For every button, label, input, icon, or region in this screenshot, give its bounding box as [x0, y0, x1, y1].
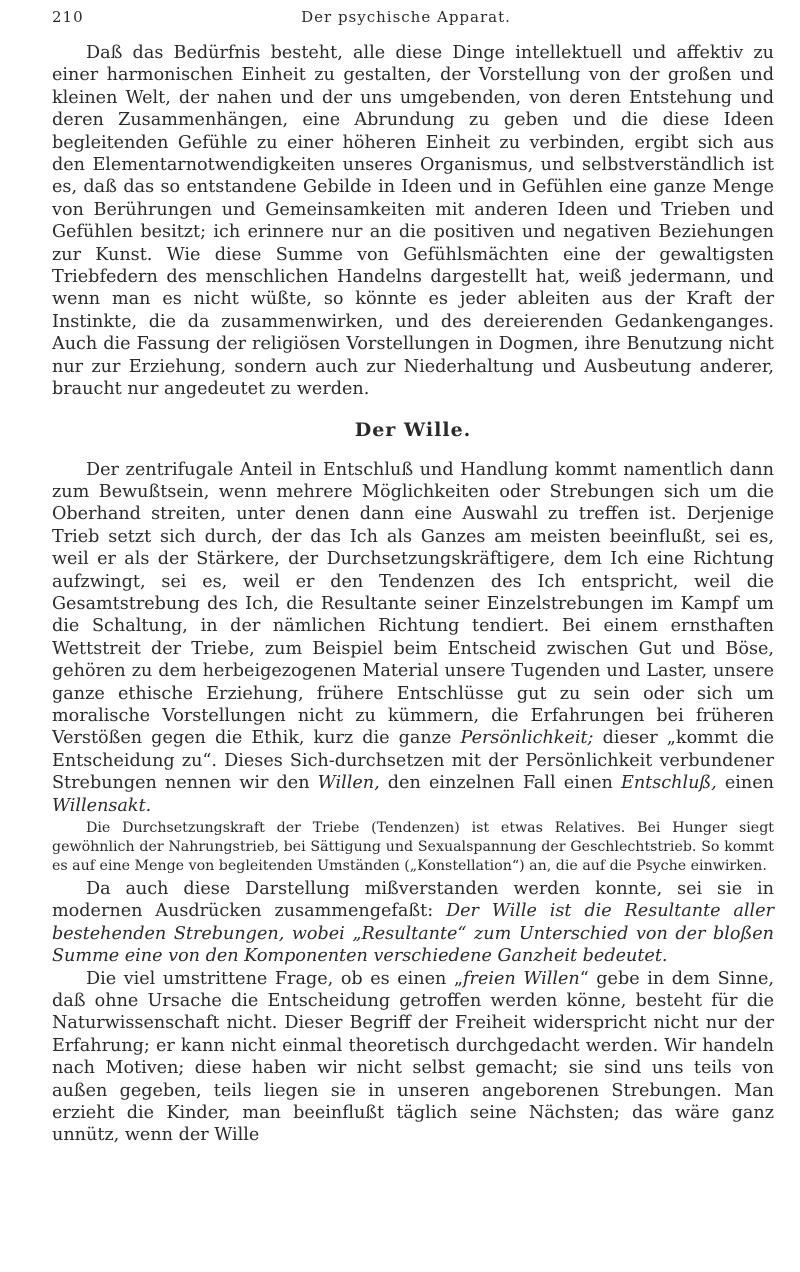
emphasis-free-will: freien Willen — [463, 968, 580, 989]
text-run: Die viel umstrittene Frage, ob es einen „ — [86, 968, 464, 989]
emphasis-personality: Persönlichkeit; — [460, 728, 594, 749]
paragraph-religion: Daß das Bedürfnis besteht, alle diese Dinge intellektuell und affektiv zu einer harmonischen Einheit zu gestalten, der Vorstellung von der großen und kleinen Welt, der nahen und der uns umgebenden, von deren Entstehung und deren Zusammenhängen, eine Abrundung zu geben und die diese Ideen begleitenden Gefühle zu einer höheren Einheit zu verbinden, ergibt sich aus den Elementarnotwendigkeiten unseres Organismus, und selbstverständlich ist es, daß das so entstandene Gebilde in Ideen und in Gefühlen eine ganze Menge von Berührungen und Gemeinsamkeiten mit anderen Ideen und Trieben und Gefühlen besitzt; ich erinnere nur an die positiven und negativen Beziehungen zur Kunst. Wie diese Summe von Gefühlsmächten eine der gewaltigsten Triebfedern des menschlichen Handelns dargestellt hat, weiß jedermann, und wenn man es nicht wüßte, so könnte es jeder ableiten aus der Kraft der Instinkte, die da zusammenwirken, und des dereierenden Gedankenganges. Auch die Fassung der religiösen Vorstellungen in Dogmen, ihre Benutzung nicht nur zur Erziehung, sondern auch zur Niederhaltung und Ausbeutung anderer, braucht nur angedeutet zu werden. — [52, 43, 774, 400]
text-run: einen — [716, 773, 774, 794]
text-run: Der zentrifugale Anteil in Entschluß und Handlung kommt namentlich dann zum Bewußtsein, wenn mehrere Möglichkeiten oder Strebungen sich um die Oberhand streiten, unter denen dann eine Auswahl zu treffen ist. Derjenige Trieb setzt sich durch, der das Ich als Ganzes am meisten beeinflußt, sei es, weil er als der Stärkere, der Durchsetzungskräftigere, dem Ich eine Richtung aufzwingt, sei es, weil er den Tendenzen des Ich entspricht, weil die Gesamtstrebung des Ich, die Resultante seiner Einzelstrebungen im Kampf um die Schaltung, in der nämlichen Richtung tendiert. Bei einem ernsthaften Wettstreit der Triebe, zum Beispiel beim Entscheid zwischen Gut und Böse, gehören zu dem herbeigezogenen Material unsere Tugenden und Laster, unsere ganze ethische Erziehung, frühere Entschlüsse gut zu sein oder sich um moralische Vorstellungen nicht zu kümmern, die Erfahrungen bei früheren Verstößen gegen die Ethik, kurz die ganze — [52, 459, 774, 749]
running-title: Der psychische Apparat. — [301, 8, 511, 26]
text-run: Da auch diese Darstellung mißverstanden werden konnte, sei sie in modernen Ausdrücken zusammengefaßt: — [52, 879, 774, 922]
small-print-note: Die Durchsetzungskraft der Triebe (Tendenzen) ist etwas Relatives. Bei Hunger siegt gewöhnlich der Nahrungstrieb, bei Sättigung und Sexualspannung der Geschlechtstrieb. So kommt es auf eine Menge von begleitenden Umständen („Konstellation“) an, die auf die Psyche einwirken. — [52, 820, 774, 874]
paragraph-free-will — [52, 968, 774, 1147]
emphasis-act-of-will: Willensakt. — [52, 795, 152, 816]
page-number: 210 — [52, 8, 84, 26]
section-heading: Der Wille. — [354, 418, 472, 441]
text-run: dieser „kommt die Entscheidung zu“. Dieses Sich-durchsetzen mit der Persönlichkeit verbundener Strebungen nennen wir den — [52, 728, 774, 794]
emphasis-will: Willen, — [317, 773, 380, 794]
page-header — [52, 8, 760, 30]
paragraph-summary — [52, 878, 774, 968]
text-run: den einzelnen Fall einen — [379, 773, 621, 794]
text-run: “ gebe in dem Sinne, daß ohne Ursache die Entscheidung getroffen werden könne, besteht für die Naturwissenschaft nicht. Dieser Begriff der Freiheit widerspricht nicht nur der Erfahrung; er kann nicht einmal theoretisch durchgedacht werden. Wir handeln nach Motiven; diese haben wir nicht selbst gemacht; sie sind uns teils von außen gegeben, teils liegen sie in unseren angeborenen Strebungen. Man erzieht die Kinder, man beeinflußt täglich seine Nächsten; das wäre ganz unnütz, wenn der Wille — [52, 968, 774, 1146]
emphasis-decision: Entschluß, — [620, 773, 717, 794]
page-body — [52, 42, 774, 1147]
emphasis-definition: Der Wille ist die Resultante aller bestehenden Strebungen, wobei „Resultante“ zum Unterschied von der bloßen Summe eine von den Komponenten verschiedene Ganzheit bedeutet. — [52, 901, 774, 967]
paragraph-will — [52, 459, 774, 818]
